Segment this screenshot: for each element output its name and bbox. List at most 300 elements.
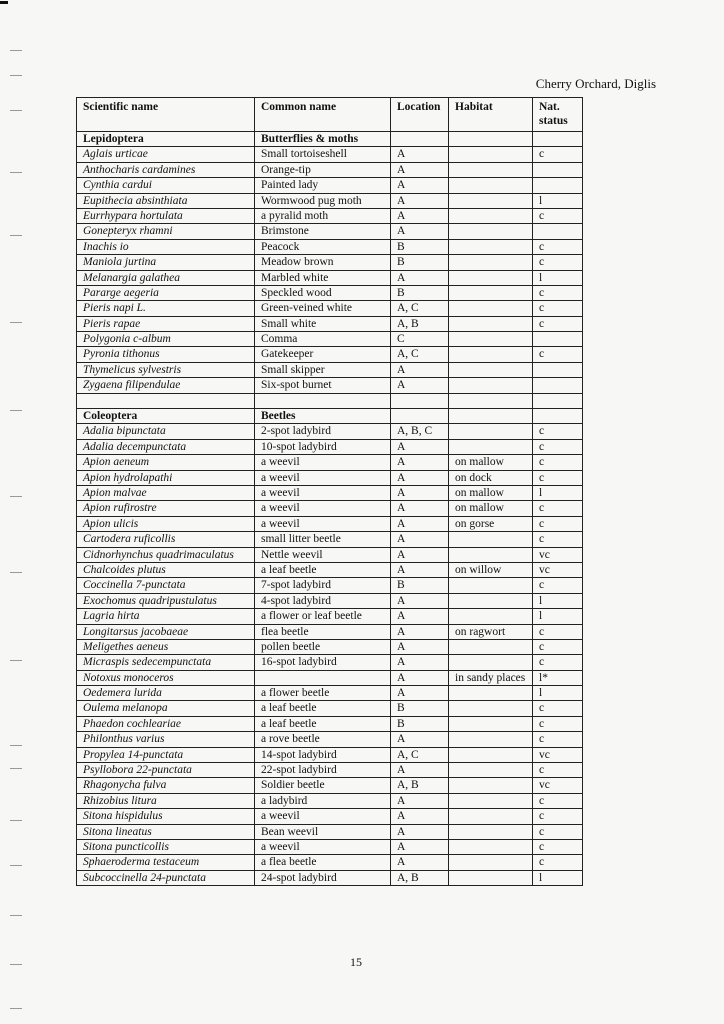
table-row bbox=[77, 793, 583, 808]
empty-cell bbox=[391, 132, 449, 147]
habitat-cell bbox=[449, 686, 533, 701]
scientific-name-cell: Sitona lineatus bbox=[77, 824, 255, 839]
habitat-cell bbox=[449, 301, 533, 316]
scientific-name-cell: Cartodera ruficollis bbox=[77, 532, 255, 547]
common-name-cell: a ladybird bbox=[255, 793, 391, 808]
location-cell: A bbox=[391, 516, 449, 531]
habitat-cell bbox=[449, 208, 533, 223]
group-header-row bbox=[77, 409, 583, 424]
table-row bbox=[77, 347, 583, 362]
scientific-name-cell: Apion malvae bbox=[77, 485, 255, 500]
location-cell: A bbox=[391, 655, 449, 670]
scientific-name-cell: Chalcoides plutus bbox=[77, 562, 255, 577]
habitat-cell bbox=[449, 424, 533, 439]
location-cell: A bbox=[391, 763, 449, 778]
group-common-name: Butterflies & moths bbox=[255, 132, 391, 147]
nat-status-cell: c bbox=[533, 716, 583, 731]
nat-status-cell: c bbox=[533, 732, 583, 747]
habitat-cell bbox=[449, 362, 533, 377]
binding-edge-marks bbox=[4, 0, 24, 1024]
common-name-cell: Meadow brown bbox=[255, 255, 391, 270]
column-header-habitat: Habitat bbox=[449, 98, 533, 132]
scientific-name-cell: Maniola jurtina bbox=[77, 255, 255, 270]
nat-status-cell: l bbox=[533, 593, 583, 608]
table-row bbox=[77, 839, 583, 854]
habitat-cell bbox=[449, 285, 533, 300]
column-header-scientific-name: Scientific name bbox=[77, 98, 255, 132]
location-cell: A bbox=[391, 147, 449, 162]
common-name-cell: Small white bbox=[255, 316, 391, 331]
common-name-cell: a pyralid moth bbox=[255, 208, 391, 223]
table-row bbox=[77, 824, 583, 839]
common-name-cell: Marbled white bbox=[255, 270, 391, 285]
table-row bbox=[77, 655, 583, 670]
habitat-cell: on mallow bbox=[449, 501, 533, 516]
nat-status-cell: vc bbox=[533, 547, 583, 562]
scientific-name-cell: Rhizobius litura bbox=[77, 793, 255, 808]
scientific-name-cell: Melanargia galathea bbox=[77, 270, 255, 285]
habitat-cell bbox=[449, 824, 533, 839]
nat-status-cell: c bbox=[533, 439, 583, 454]
scientific-name-cell: Gonepteryx rhamni bbox=[77, 224, 255, 239]
column-header-common-name: Common name bbox=[255, 98, 391, 132]
common-name-cell: Nettle weevil bbox=[255, 547, 391, 562]
table-row bbox=[77, 224, 583, 239]
habitat-cell bbox=[449, 332, 533, 347]
scientific-name-cell: Sitona puncticollis bbox=[77, 839, 255, 854]
location-cell: B bbox=[391, 239, 449, 254]
nat-status-cell: l bbox=[533, 270, 583, 285]
empty-cell bbox=[77, 393, 255, 408]
common-name-cell: Speckled wood bbox=[255, 285, 391, 300]
nat-status-cell: vc bbox=[533, 778, 583, 793]
table-row bbox=[77, 424, 583, 439]
table-row bbox=[77, 378, 583, 393]
scientific-name-cell: Thymelicus sylvestris bbox=[77, 362, 255, 377]
location-cell: A bbox=[391, 809, 449, 824]
nat-status-cell bbox=[533, 332, 583, 347]
nat-status-cell: c bbox=[533, 316, 583, 331]
location-cell: A bbox=[391, 501, 449, 516]
common-name-cell: flea beetle bbox=[255, 624, 391, 639]
empty-cell bbox=[449, 132, 533, 147]
common-name-cell: Soldier beetle bbox=[255, 778, 391, 793]
table-row bbox=[77, 501, 583, 516]
common-name-cell: a weevil bbox=[255, 455, 391, 470]
location-cell: A bbox=[391, 378, 449, 393]
habitat-cell bbox=[449, 147, 533, 162]
nat-status-cell bbox=[533, 162, 583, 177]
common-name-cell: Painted lady bbox=[255, 178, 391, 193]
habitat-cell bbox=[449, 532, 533, 547]
column-header-location: Location bbox=[391, 98, 449, 132]
location-cell: A, C bbox=[391, 347, 449, 362]
location-cell: A bbox=[391, 532, 449, 547]
location-cell: A bbox=[391, 686, 449, 701]
habitat-cell bbox=[449, 809, 533, 824]
scientific-name-cell: Polygonia c-album bbox=[77, 332, 255, 347]
common-name-cell bbox=[255, 670, 391, 685]
scientific-name-cell: Oulema melanopa bbox=[77, 701, 255, 716]
habitat-cell bbox=[449, 378, 533, 393]
location-cell: A bbox=[391, 470, 449, 485]
location-cell: A, C bbox=[391, 747, 449, 762]
habitat-cell bbox=[449, 609, 533, 624]
column-header-nat-status: Nat. status bbox=[533, 98, 583, 132]
location-cell: A bbox=[391, 855, 449, 870]
habitat-cell bbox=[449, 716, 533, 731]
group-order: Coleoptera bbox=[77, 409, 255, 424]
common-name-cell: Gatekeeper bbox=[255, 347, 391, 362]
common-name-cell: Brimstone bbox=[255, 224, 391, 239]
spacer-row bbox=[77, 393, 583, 408]
group-order: Lepidoptera bbox=[77, 132, 255, 147]
habitat-cell bbox=[449, 701, 533, 716]
location-cell: A bbox=[391, 455, 449, 470]
habitat-cell: on ragwort bbox=[449, 624, 533, 639]
location-cell: A bbox=[391, 270, 449, 285]
nat-status-cell: c bbox=[533, 578, 583, 593]
table-row bbox=[77, 193, 583, 208]
common-name-cell: a weevil bbox=[255, 501, 391, 516]
empty-cell bbox=[449, 409, 533, 424]
habitat-cell bbox=[449, 239, 533, 254]
location-cell: A, B bbox=[391, 316, 449, 331]
nat-status-cell: c bbox=[533, 147, 583, 162]
table-row bbox=[77, 870, 583, 885]
nat-status-cell: c bbox=[533, 793, 583, 808]
habitat-cell bbox=[449, 593, 533, 608]
scientific-name-cell: Eupithecia absinthiata bbox=[77, 193, 255, 208]
scientific-name-cell: Psyllobora 22-punctata bbox=[77, 763, 255, 778]
common-name-cell: Wormwood pug moth bbox=[255, 193, 391, 208]
habitat-cell bbox=[449, 655, 533, 670]
table-row bbox=[77, 670, 583, 685]
table-row bbox=[77, 332, 583, 347]
habitat-cell bbox=[449, 793, 533, 808]
table-row bbox=[77, 516, 583, 531]
location-cell: A bbox=[391, 824, 449, 839]
location-cell: A bbox=[391, 224, 449, 239]
habitat-cell bbox=[449, 162, 533, 177]
empty-cell bbox=[255, 393, 391, 408]
empty-cell bbox=[533, 132, 583, 147]
common-name-cell: a flower beetle bbox=[255, 686, 391, 701]
nat-status-cell: c bbox=[533, 639, 583, 654]
location-cell: A, C bbox=[391, 301, 449, 316]
common-name-cell: a weevil bbox=[255, 809, 391, 824]
common-name-cell: a flower or leaf beetle bbox=[255, 609, 391, 624]
nat-status-cell: l bbox=[533, 485, 583, 500]
habitat-cell bbox=[449, 178, 533, 193]
nat-status-cell: c bbox=[533, 839, 583, 854]
common-name-cell: 10-spot ladybird bbox=[255, 439, 391, 454]
table-row bbox=[77, 255, 583, 270]
common-name-cell: a leaf beetle bbox=[255, 701, 391, 716]
habitat-cell bbox=[449, 347, 533, 362]
scientific-name-cell: Subcoccinella 24-punctata bbox=[77, 870, 255, 885]
scientific-name-cell: Eurrhypara hortulata bbox=[77, 208, 255, 223]
nat-status-cell: l bbox=[533, 193, 583, 208]
common-name-cell: 2-spot ladybird bbox=[255, 424, 391, 439]
table-row bbox=[77, 639, 583, 654]
scientific-name-cell: Pieris rapae bbox=[77, 316, 255, 331]
table-row bbox=[77, 578, 583, 593]
scientific-name-cell: Adalia decempunctata bbox=[77, 439, 255, 454]
empty-cell bbox=[533, 393, 583, 408]
location-cell: A bbox=[391, 670, 449, 685]
table-row bbox=[77, 593, 583, 608]
habitat-cell: on mallow bbox=[449, 485, 533, 500]
scientific-name-cell: Pyronia tithonus bbox=[77, 347, 255, 362]
habitat-cell bbox=[449, 763, 533, 778]
habitat-cell bbox=[449, 316, 533, 331]
common-name-cell: Peacock bbox=[255, 239, 391, 254]
table-row bbox=[77, 455, 583, 470]
location-cell: A bbox=[391, 609, 449, 624]
scientific-name-cell: Cynthia cardui bbox=[77, 178, 255, 193]
habitat-cell: on mallow bbox=[449, 455, 533, 470]
location-cell: C bbox=[391, 332, 449, 347]
nat-status-cell: c bbox=[533, 470, 583, 485]
table-row bbox=[77, 562, 583, 577]
empty-cell bbox=[533, 409, 583, 424]
location-cell: B bbox=[391, 578, 449, 593]
common-name-cell: a weevil bbox=[255, 485, 391, 500]
table-row bbox=[77, 270, 583, 285]
empty-cell bbox=[449, 393, 533, 408]
nat-status-cell: c bbox=[533, 347, 583, 362]
table-row bbox=[77, 747, 583, 762]
common-name-cell: Comma bbox=[255, 332, 391, 347]
table-row bbox=[77, 162, 583, 177]
scientific-name-cell: Lagria hirta bbox=[77, 609, 255, 624]
table-row bbox=[77, 624, 583, 639]
scientific-name-cell: Apion aeneum bbox=[77, 455, 255, 470]
empty-cell bbox=[391, 393, 449, 408]
nat-status-cell: l bbox=[533, 609, 583, 624]
location-cell: A bbox=[391, 439, 449, 454]
table-body bbox=[77, 132, 583, 886]
location-cell: A bbox=[391, 562, 449, 577]
empty-cell bbox=[391, 409, 449, 424]
location-cell: A bbox=[391, 178, 449, 193]
common-name-cell: Small tortoiseshell bbox=[255, 147, 391, 162]
common-name-cell: 14-spot ladybird bbox=[255, 747, 391, 762]
habitat-cell: in sandy places bbox=[449, 670, 533, 685]
common-name-cell: a rove beetle bbox=[255, 732, 391, 747]
table-row bbox=[77, 809, 583, 824]
nat-status-cell: c bbox=[533, 285, 583, 300]
habitat-cell: on willow bbox=[449, 562, 533, 577]
table-row bbox=[77, 362, 583, 377]
common-name-cell: 24-spot ladybird bbox=[255, 870, 391, 885]
location-cell: A bbox=[391, 485, 449, 500]
nat-status-cell: l bbox=[533, 686, 583, 701]
nat-status-cell: vc bbox=[533, 562, 583, 577]
habitat-cell: on gorse bbox=[449, 516, 533, 531]
common-name-cell: 7-spot ladybird bbox=[255, 578, 391, 593]
habitat-cell bbox=[449, 639, 533, 654]
nat-status-cell bbox=[533, 362, 583, 377]
location-cell: B bbox=[391, 285, 449, 300]
nat-status-cell: c bbox=[533, 824, 583, 839]
group-header-row bbox=[77, 132, 583, 147]
location-cell: A, B bbox=[391, 778, 449, 793]
table-row bbox=[77, 285, 583, 300]
nat-status-cell: c bbox=[533, 655, 583, 670]
page-number: 15 bbox=[350, 955, 362, 969]
common-name-cell: Orange-tip bbox=[255, 162, 391, 177]
common-name-cell: 16-spot ladybird bbox=[255, 655, 391, 670]
nat-status-cell: l* bbox=[533, 670, 583, 685]
habitat-cell bbox=[449, 747, 533, 762]
location-cell: A bbox=[391, 732, 449, 747]
scientific-name-cell: Micraspis sedecempunctata bbox=[77, 655, 255, 670]
location-cell: A bbox=[391, 593, 449, 608]
nat-status-cell: c bbox=[533, 501, 583, 516]
scientific-name-cell: Apion rufirostre bbox=[77, 501, 255, 516]
site-title: Cherry Orchard, Diglis bbox=[535, 76, 656, 91]
habitat-cell: on dock bbox=[449, 470, 533, 485]
table-row bbox=[77, 301, 583, 316]
common-name-cell: 22-spot ladybird bbox=[255, 763, 391, 778]
nat-status-cell: c bbox=[533, 301, 583, 316]
table-row bbox=[77, 716, 583, 731]
scientific-name-cell: Pieris napi L. bbox=[77, 301, 255, 316]
scientific-name-cell: Apion hydrolapathi bbox=[77, 470, 255, 485]
location-cell: B bbox=[391, 716, 449, 731]
location-cell: A bbox=[391, 793, 449, 808]
common-name-cell: a leaf beetle bbox=[255, 562, 391, 577]
scientific-name-cell: Longitarsus jacobaeae bbox=[77, 624, 255, 639]
habitat-cell bbox=[449, 732, 533, 747]
scientific-name-cell: Aglais urticae bbox=[77, 147, 255, 162]
table-row bbox=[77, 470, 583, 485]
nat-status-cell bbox=[533, 378, 583, 393]
common-name-cell: a weevil bbox=[255, 516, 391, 531]
nat-status-cell: c bbox=[533, 424, 583, 439]
habitat-cell bbox=[449, 224, 533, 239]
location-cell: A, B bbox=[391, 870, 449, 885]
common-name-cell: small litter beetle bbox=[255, 532, 391, 547]
scientific-name-cell: Philonthus varius bbox=[77, 732, 255, 747]
location-cell: B bbox=[391, 701, 449, 716]
habitat-cell bbox=[449, 255, 533, 270]
location-cell: A bbox=[391, 639, 449, 654]
location-cell: A bbox=[391, 208, 449, 223]
scientific-name-cell: Meligethes aeneus bbox=[77, 639, 255, 654]
location-cell: A bbox=[391, 362, 449, 377]
location-cell: B bbox=[391, 255, 449, 270]
scientific-name-cell: Adalia bipunctata bbox=[77, 424, 255, 439]
habitat-cell bbox=[449, 578, 533, 593]
scientific-name-cell: Oedemera lurida bbox=[77, 686, 255, 701]
table-row bbox=[77, 239, 583, 254]
scientific-name-cell: Propylea 14-punctata bbox=[77, 747, 255, 762]
table-row bbox=[77, 778, 583, 793]
scientific-name-cell: Sitona hispidulus bbox=[77, 809, 255, 824]
common-name-cell: a flea beetle bbox=[255, 855, 391, 870]
scientific-name-cell: Rhagonycha fulva bbox=[77, 778, 255, 793]
scientific-name-cell: Cidnorhynchus quadrimaculatus bbox=[77, 547, 255, 562]
table-row bbox=[77, 316, 583, 331]
scientific-name-cell: Pararge aegeria bbox=[77, 285, 255, 300]
common-name-cell: Six-spot burnet bbox=[255, 378, 391, 393]
location-cell: A, B, C bbox=[391, 424, 449, 439]
common-name-cell: Small skipper bbox=[255, 362, 391, 377]
habitat-cell bbox=[449, 839, 533, 854]
nat-status-cell: vc bbox=[533, 747, 583, 762]
habitat-cell bbox=[449, 193, 533, 208]
location-cell: A bbox=[391, 547, 449, 562]
nat-status-cell: c bbox=[533, 701, 583, 716]
table-row bbox=[77, 609, 583, 624]
scientific-name-cell: Apion ulicis bbox=[77, 516, 255, 531]
table-row bbox=[77, 686, 583, 701]
species-table bbox=[76, 97, 583, 886]
table-row bbox=[77, 855, 583, 870]
nat-status-cell bbox=[533, 224, 583, 239]
table-header-row bbox=[77, 98, 583, 132]
table-row bbox=[77, 547, 583, 562]
common-name-cell: Green-veined white bbox=[255, 301, 391, 316]
common-name-cell: a weevil bbox=[255, 839, 391, 854]
table-row bbox=[77, 532, 583, 547]
nat-status-cell: c bbox=[533, 855, 583, 870]
table-row bbox=[77, 208, 583, 223]
nat-status-cell: c bbox=[533, 208, 583, 223]
location-cell: A bbox=[391, 624, 449, 639]
scientific-name-cell: Anthocharis cardamines bbox=[77, 162, 255, 177]
habitat-cell bbox=[449, 547, 533, 562]
nat-status-cell: c bbox=[533, 255, 583, 270]
nat-status-cell: l bbox=[533, 870, 583, 885]
location-cell: A bbox=[391, 193, 449, 208]
scientific-name-cell: Zygaena filipendulae bbox=[77, 378, 255, 393]
habitat-cell bbox=[449, 870, 533, 885]
nat-status-cell: c bbox=[533, 516, 583, 531]
table-row bbox=[77, 701, 583, 716]
nat-status-cell: c bbox=[533, 455, 583, 470]
nat-status-cell: c bbox=[533, 532, 583, 547]
table-row bbox=[77, 485, 583, 500]
habitat-cell bbox=[449, 778, 533, 793]
nat-status-cell: c bbox=[533, 624, 583, 639]
table-row bbox=[77, 763, 583, 778]
scientific-name-cell: Exochomus quadripustulatus bbox=[77, 593, 255, 608]
scientific-name-cell: Inachis io bbox=[77, 239, 255, 254]
scientific-name-cell: Coccinella 7-punctata bbox=[77, 578, 255, 593]
location-cell: A bbox=[391, 839, 449, 854]
common-name-cell: a weevil bbox=[255, 470, 391, 485]
table-row bbox=[77, 439, 583, 454]
scientific-name-cell: Sphaeroderma testaceum bbox=[77, 855, 255, 870]
table-row bbox=[77, 178, 583, 193]
nat-status-cell: c bbox=[533, 239, 583, 254]
common-name-cell: a leaf beetle bbox=[255, 716, 391, 731]
habitat-cell bbox=[449, 270, 533, 285]
group-common-name: Beetles bbox=[255, 409, 391, 424]
common-name-cell: Bean weevil bbox=[255, 824, 391, 839]
nat-status-cell: c bbox=[533, 809, 583, 824]
common-name-cell: pollen beetle bbox=[255, 639, 391, 654]
location-cell: A bbox=[391, 162, 449, 177]
nat-status-cell bbox=[533, 178, 583, 193]
scientific-name-cell: Phaedon cochleariae bbox=[77, 716, 255, 731]
common-name-cell: 4-spot ladybird bbox=[255, 593, 391, 608]
table-row bbox=[77, 732, 583, 747]
